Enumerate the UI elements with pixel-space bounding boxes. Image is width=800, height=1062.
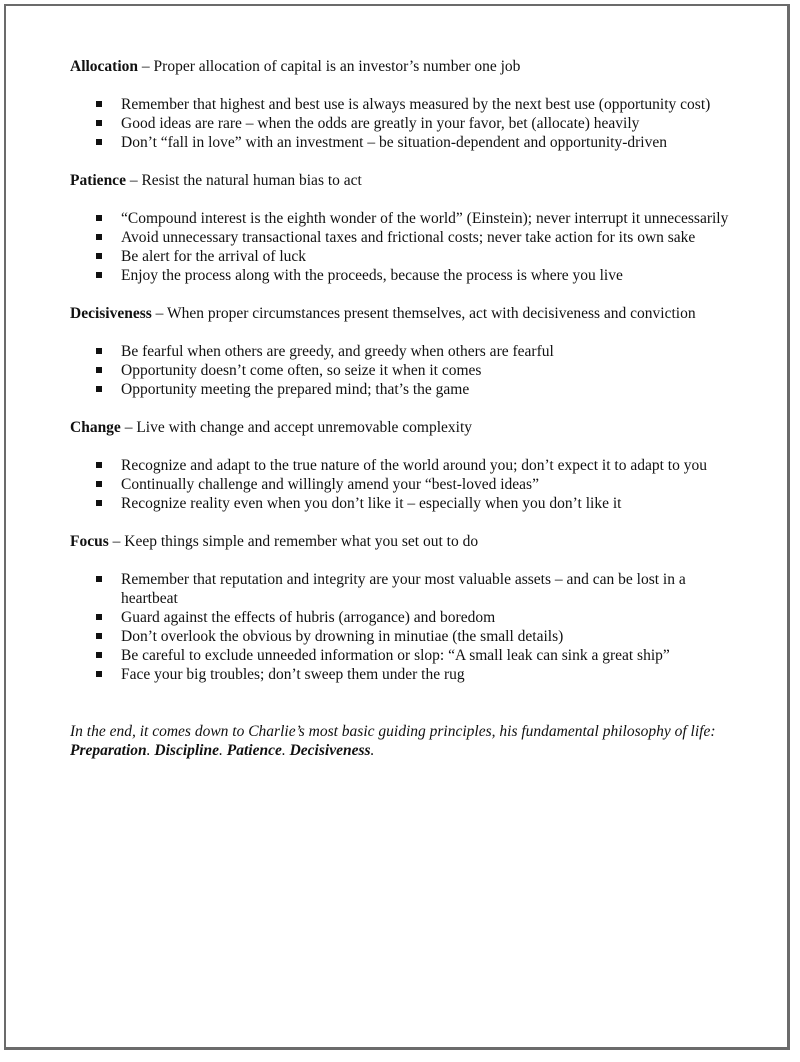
section-heading <box>70 57 730 76</box>
list-item <box>70 266 730 285</box>
section-separator: – <box>125 172 142 189</box>
list-item-text: “Compound interest is the eighth wonder of the world” (Einstein); never interrupt it unnecessarily <box>121 210 729 227</box>
list-item-text: Recognize reality even when you don’t like it – especially when you don’t like it <box>121 495 622 512</box>
list-item <box>70 209 730 228</box>
bullet-list <box>70 209 730 285</box>
section-title: Change <box>70 419 121 436</box>
list-item <box>70 665 730 684</box>
square-bullet-icon <box>96 633 102 639</box>
document-body <box>70 57 730 760</box>
list-item <box>70 494 730 513</box>
section-allocation <box>70 57 730 152</box>
section-patience <box>70 171 730 285</box>
principle-separator: . <box>281 742 290 759</box>
square-bullet-icon <box>96 500 102 506</box>
section-title: Patience <box>70 172 126 189</box>
list-item <box>70 627 730 646</box>
section-change <box>70 418 730 513</box>
list-item-text: Don’t overlook the obvious by drowning in minutiae (the small details) <box>121 628 564 645</box>
square-bullet-icon <box>96 671 102 677</box>
section-separator: – <box>138 58 154 75</box>
square-bullet-icon <box>96 386 102 392</box>
section-heading <box>70 418 730 437</box>
section-heading <box>70 304 730 323</box>
section-title: Allocation <box>70 58 139 75</box>
closing-paragraph <box>70 722 730 760</box>
list-item <box>70 646 730 665</box>
square-bullet-icon <box>96 348 102 354</box>
list-item <box>70 95 730 114</box>
section-separator: – <box>151 305 168 322</box>
section-description: Keep things simple and remember what you set out to do <box>124 533 479 550</box>
list-item <box>70 570 730 608</box>
section-heading <box>70 171 730 190</box>
bullet-list <box>70 95 730 152</box>
list-item <box>70 361 730 380</box>
list-item <box>70 380 730 399</box>
list-item-text: Face your big troubles; don’t sweep them under the rug <box>121 666 465 683</box>
section-description: Resist the natural human bias to act <box>141 172 362 189</box>
list-item <box>70 475 730 494</box>
square-bullet-icon <box>96 462 102 468</box>
list-item-text: Good ideas are rare – when the odds are greatly in your favor, bet (allocate) heavily <box>121 115 640 132</box>
section-title: Decisiveness <box>70 305 152 322</box>
square-bullet-icon <box>96 614 102 620</box>
section-title: Focus <box>70 533 109 550</box>
list-item <box>70 342 730 361</box>
principle-preparation: Preparation <box>70 742 147 759</box>
square-bullet-icon <box>96 139 102 145</box>
section-separator: – <box>120 419 137 436</box>
principle-separator: . <box>146 742 155 759</box>
square-bullet-icon <box>96 367 102 373</box>
list-item-text: Be fearful when others are greedy, and greedy when others are fearful <box>121 343 554 360</box>
list-item-text: Opportunity doesn’t come often, so seize it when it comes <box>121 362 482 379</box>
principle-patience: Patience <box>226 742 282 759</box>
list-item-text: Don’t “fall in love” with an investment – be situation-dependent and opportunity-driven <box>121 134 667 151</box>
list-item <box>70 247 730 266</box>
square-bullet-icon <box>96 576 102 582</box>
list-item <box>70 133 730 152</box>
list-item <box>70 456 730 475</box>
square-bullet-icon <box>96 215 102 221</box>
section-description: When proper circumstances present themselves, act with decisiveness and conviction <box>167 305 696 322</box>
section-separator: – <box>108 533 125 550</box>
list-item-text: Continually challenge and willingly amend your “best-loved ideas” <box>121 476 539 493</box>
square-bullet-icon <box>96 272 102 278</box>
list-item-text: Opportunity meeting the prepared mind; that’s the game <box>121 381 470 398</box>
list-item-text: Be careful to exclude unneeded information or slop: “A small leak can sink a great ship” <box>121 647 670 664</box>
list-item <box>70 228 730 247</box>
list-item <box>70 608 730 627</box>
square-bullet-icon <box>96 253 102 259</box>
section-heading <box>70 532 730 551</box>
principle-decisiveness: Decisiveness <box>289 742 371 759</box>
closing-final-period: . <box>370 742 375 759</box>
list-item <box>70 114 730 133</box>
section-decisiveness <box>70 304 730 399</box>
square-bullet-icon <box>96 652 102 658</box>
principle-discipline: Discipline <box>154 742 219 759</box>
square-bullet-icon <box>96 120 102 126</box>
bullet-list <box>70 570 730 684</box>
list-item-text: Remember that reputation and integrity are your most valuable assets – and can be lost in a heartbeat <box>121 571 686 607</box>
bullet-list <box>70 342 730 399</box>
square-bullet-icon <box>96 481 102 487</box>
list-item-text: Be alert for the arrival of luck <box>121 248 307 265</box>
section-description: Live with change and accept unremovable complexity <box>136 419 473 436</box>
list-item-text: Avoid unnecessary transactional taxes and frictional costs; never take action for its own sake <box>121 229 696 246</box>
list-item-text: Enjoy the process along with the proceeds, because the process is where you live <box>121 267 623 284</box>
list-item-text: Remember that highest and best use is always measured by the next best use (opportunity cost) <box>121 96 711 113</box>
section-description: Proper allocation of capital is an investor’s number one job <box>153 58 521 75</box>
square-bullet-icon <box>96 101 102 107</box>
list-item-text: Recognize and adapt to the true nature of the world around you; don’t expect it to adapt to you <box>121 457 707 474</box>
principle-separator: . <box>219 742 227 759</box>
bullet-list <box>70 456 730 513</box>
square-bullet-icon <box>96 234 102 240</box>
section-focus <box>70 532 730 684</box>
list-item-text: Guard against the effects of hubris (arrogance) and boredom <box>121 609 496 626</box>
closing-intro: In the end, it comes down to Charlie’s most basic guiding principles, his fundamental philosophy of life: <box>70 723 716 740</box>
